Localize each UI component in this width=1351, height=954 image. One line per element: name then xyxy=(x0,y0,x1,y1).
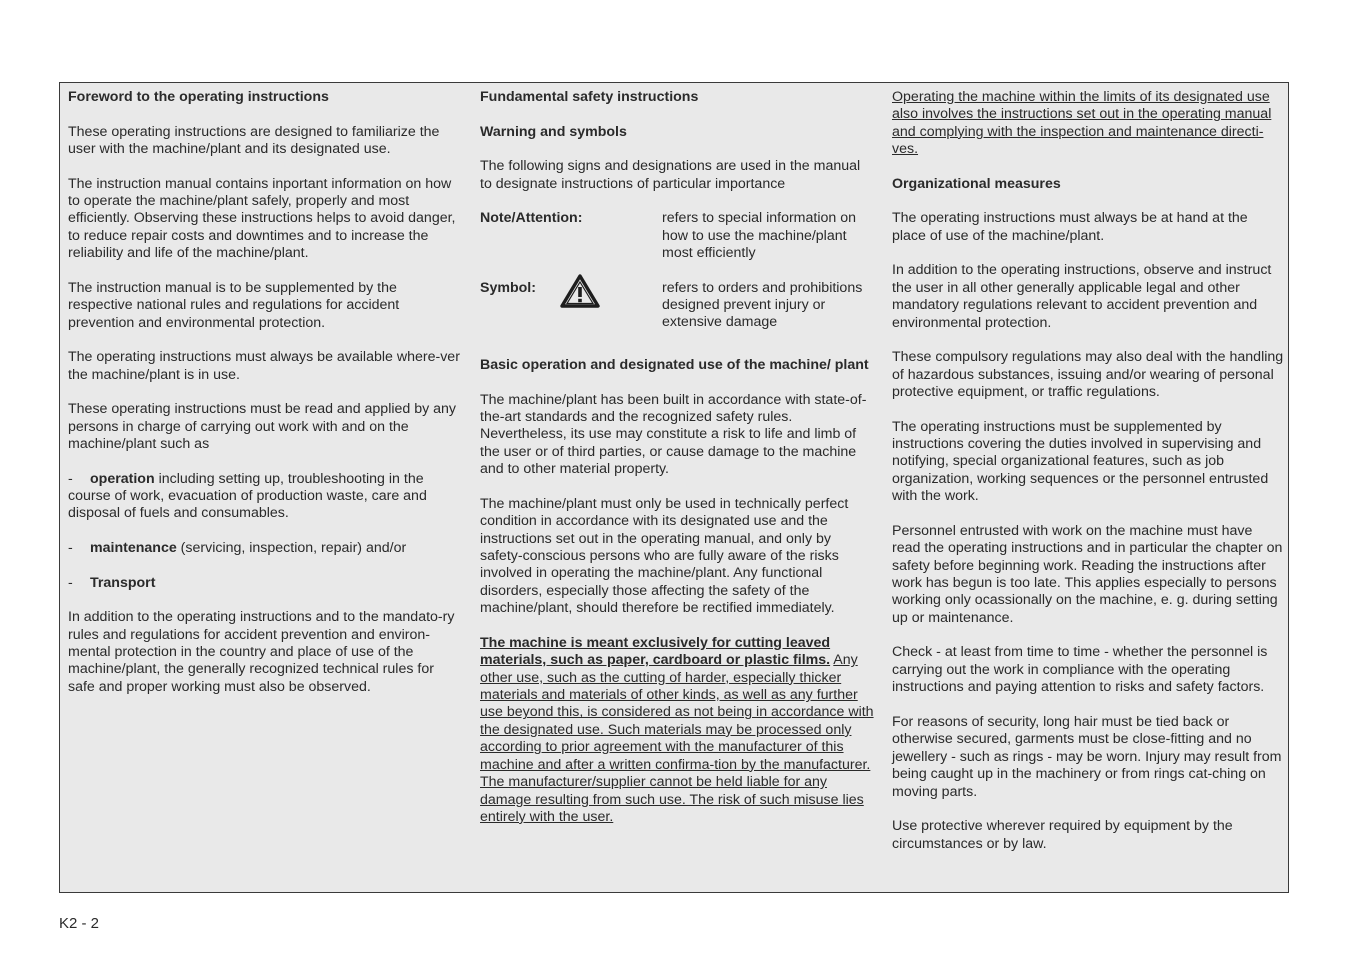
foreword-heading: Foreword to the operating instructions xyxy=(68,89,329,105)
exclusive-use-paragraph xyxy=(480,635,875,826)
safety-paragraph-1: The following signs and designations are used in the manual to designate instructions of particular importance xyxy=(480,158,861,192)
symbol-icon-cell xyxy=(560,280,662,332)
safety-paragraph-3: The machine/plant must only be used in technically perfect condition in accordance with its designated use and the instructions set out in the operating manual, and only by safety-conscious persons who are fully aware of the risks involved in operating the machine/plant. Any functional disorders, especially those affecting the safety of the machine/plant, should therefore be rectified immediately. xyxy=(480,495,849,617)
exclusive-use-statement: The machine is meant exclusively for cutting leaved materials, such as paper, cardboard or plastic films. xyxy=(480,634,831,669)
organizational-paragraph-3: These compulsory regulations may also deal with the handling of hazardous substances, issuing and/or wearing of personal protective equipment, or traffic regulations. xyxy=(892,349,1284,401)
bullet-operation-text: including setting up, troubleshooting in the course of work, evacuation of production waste, care and disposal of fuels and consumables. xyxy=(68,470,427,522)
basic-operation-heading: Basic operation and designated use of the machine/ plant xyxy=(480,357,869,373)
organizational-paragraph-1: The operating instructions must always be at hand at the place of use of the machine/plant. xyxy=(892,210,1248,244)
note-attention-row xyxy=(480,210,875,262)
bullet-operation-term: operation xyxy=(90,470,155,487)
bullet-transport-term: Transport xyxy=(90,574,156,591)
column-safety xyxy=(480,89,875,844)
designated-use-paragraph: Operating the machine within the limits of its designated use also involves the instructions set out in the operating manual and complying with the inspection and maintenance directi-ves. xyxy=(892,89,1272,158)
organizational-heading: Organizational measures xyxy=(892,175,1061,192)
organizational-paragraph-2: In addition to the operating instructions, observe and instruct the user in all other generally applicable legal and other mandatory regulations relevant to accident prevention and environmental protection. xyxy=(892,262,1272,331)
bullet-dash: - xyxy=(68,574,73,591)
foreword-paragraph-1: These operating instructions are designed to familiarize the user with the machine/plant and its designated use. xyxy=(68,123,440,157)
organizational-paragraph-5: Personnel entrusted with work on the machine must have read the operating instructions and in particular the chapter on safety before beginning work. Reading the instructions after work has begun is too late. This applies especially to persons working only ocassionally on the machine, e. g. during setting up or maintenance. xyxy=(892,522,1283,626)
symbol-description: refers to orders and prohibitions designed prevent injury or extensive damage xyxy=(662,279,863,331)
foreword-paragraph-2: The instruction manual contains inportant information on how to operate the machine/plant safely, properly and most efficiently. Observing these instructions helps to avoid danger, to reduce repair costs and downtimes and to increase the reliability and life of the machine/plant. xyxy=(68,175,456,262)
content-frame xyxy=(59,82,1289,893)
bullet-dash: - xyxy=(68,540,73,557)
misuse-statement: Any other use, such as the cutting of harder, especially thicker materials and materials of other kinds, as well as any further use beyond this, is considered as not being in accordance with the designated use. Such materials may be processed only according to prior agreement with the manufacturer of this machine and after a written confirma-tion by the manufacturer. The manufacturer/supplier cannot be held liable for any damage resulting from such use. The risk of such misuse lies entirely with the user. xyxy=(480,652,874,825)
bullet-transport xyxy=(68,575,460,592)
bullet-operation xyxy=(68,471,460,523)
bullet-dash: - xyxy=(68,470,73,487)
note-attention-description: refers to special information on how to use the machine/plant most efficiently xyxy=(662,210,856,261)
foreword-paragraph-6: In addition to the operating instructions and to the mandato-ry rules and regulations for accident prevention and environ-mental protection in the country and place of use of the machine/plant, the generally recognized technical rules for safe and proper working must also be observed. xyxy=(68,609,455,695)
note-attention-label: Note/Attention: xyxy=(480,210,583,227)
page-number: K2 - 2 xyxy=(59,915,100,932)
column-organizational xyxy=(892,89,1284,870)
bullet-maintenance-text: (servicing, inspection, repair) and/or xyxy=(176,540,407,557)
organizational-paragraph-8: Use protective wherever required by equipment by the circumstances or by law. xyxy=(892,818,1233,852)
organizational-paragraph-6: Check - at least from time to time - whether the personnel is carrying out the work in compliance with the operating instructions and paying attention to risks and safety factors. xyxy=(892,644,1268,696)
safety-heading: Fundamental safety instructions xyxy=(480,89,699,105)
symbol-label: Symbol: xyxy=(480,279,536,296)
warning-triangle-icon xyxy=(560,274,600,308)
foreword-paragraph-5: These operating instructions must be read and applied by any persons in charge of carrying out work with and on the machine/plant such as xyxy=(68,401,457,453)
foreword-paragraph-3: The instruction manual is to be supplemented by the respective national rules and regulations for accident prevention and environmental protection. xyxy=(68,279,400,331)
foreword-paragraph-4: The operating instructions must always be available where-ver the machine/plant is in use. xyxy=(68,349,460,383)
warning-symbols-heading: Warning and symbols xyxy=(480,123,627,140)
column-foreword xyxy=(68,89,460,713)
bullet-maintenance xyxy=(68,540,460,557)
safety-paragraph-2: The machine/plant has been built in accordance with state-of-the-art standards and the recognized safety rules. Nevertheless, its use may constitute a risk to life and limb of the user or of third parties, or cause damage to the machine and to other material property. xyxy=(480,391,867,478)
organizational-paragraph-7: For reasons of security, long hair must be tied back or otherwise secured, garments must be close-fitting and no jewellery - such as rings - may be worn. Injury may result from being caught up in the machinery or from rings cat-ching on moving parts. xyxy=(892,713,1282,800)
organizational-paragraph-4: The operating instructions must be supplemented by instructions covering the duties involved in supervising and notifying, special organizational features, such as job organization, working sequences or the personnel entrusted with the work. xyxy=(892,418,1269,505)
bullet-maintenance-term: maintenance xyxy=(90,540,177,557)
symbol-row xyxy=(480,280,875,332)
